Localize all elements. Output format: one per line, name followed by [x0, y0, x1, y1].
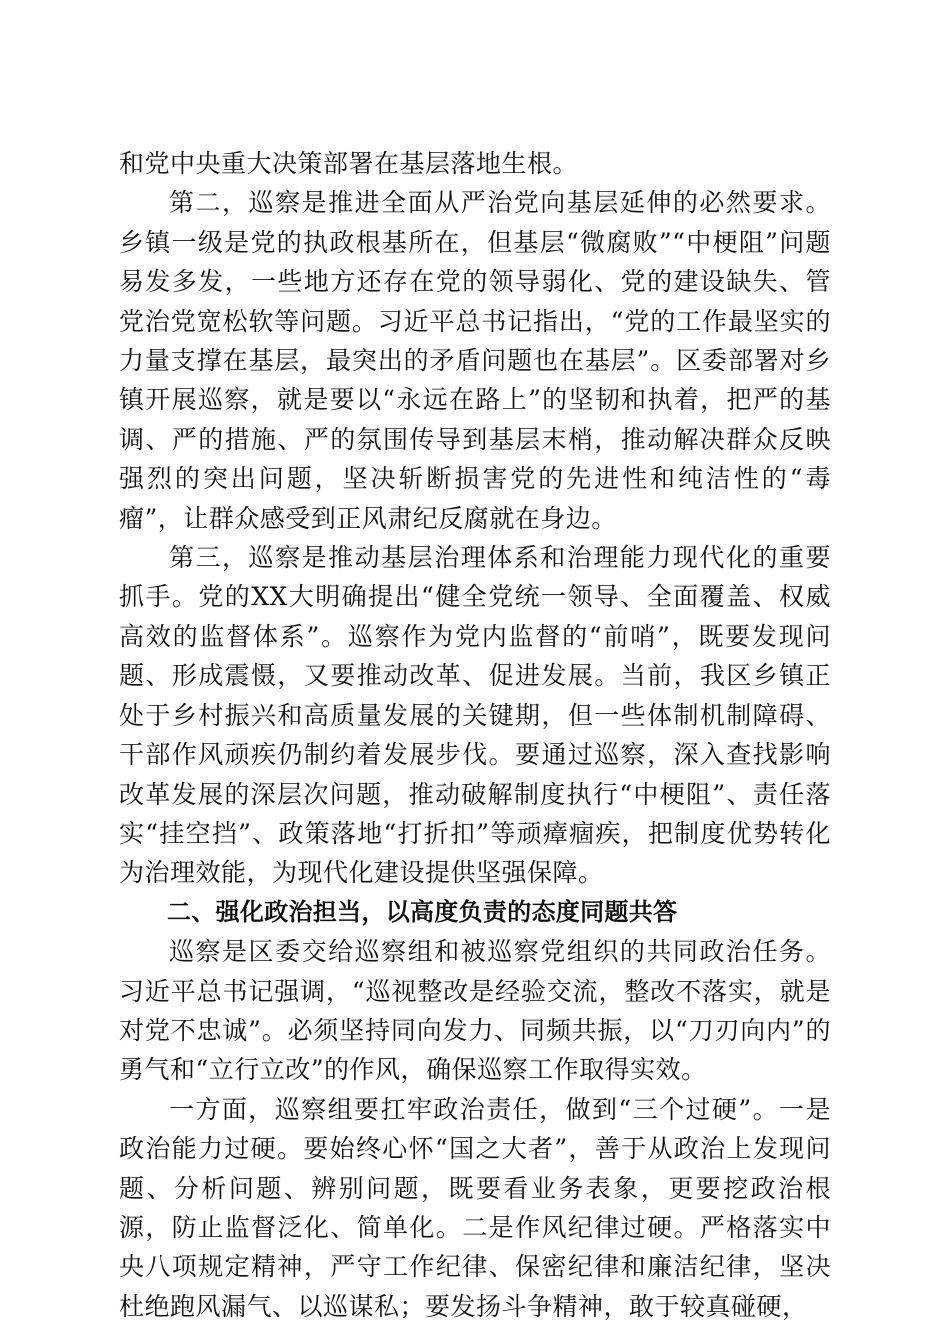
section-heading-two: 二、强化政治担当，以高度负责的态度同题共答 — [167, 897, 678, 926]
paragraph-inspection-team: 一方面，巡察组要扛牢政治责任，做到“三个过硬”。一是政治能力过硬。要始终心怀“国之大者”，善于从政治上发现问题、分析问题、辨别问题，既要看业务表象，更要挖政治根源，防止监督泛化、简单化。二是作风纪律过硬。严格落实中央八项规定精神，严守工作纪律、保密纪律和廉洁纪律，坚决杜绝跑风漏气、以巡谋私；要发扬斗争精神，敢于较真碰硬， — [119, 1094, 831, 1321]
document-body — [119, 144, 831, 1326]
paragraph-second-point: 第二，巡察是推进全面从严治党向基层延伸的必然要求。乡镇一级是党的执政根基所在，但基层“微腐败”“中梗阻”问题易发多发，一些地方还存在党的领导弱化、党的建设缺失、管党治党宽松软等问题。习近平总书记指出，“党的工作最坚实的力量支撑在基层，最突出的矛盾问题也在基层”。区委部署对乡镇开展巡察，就是要以“永远在路上”的坚韧和执着，把严的基调、严的措施、严的氛围传导到基层末梢，推动解决群众反映强烈的突出问题，坚决斩断损害党的先进性和纯洁性的“毒瘤”，让群众感受到正风肃纪反腐就在身边。 — [119, 188, 831, 533]
paragraph-joint-task: 巡察是区委交给巡察组和被巡察党组织的共同政治任务。习近平总书记强调，“巡视整改是经验交流，整改不落实，就是对党不忠诚”。必须坚持同向发力、同频共振，以“刀刃向内”的勇气和“立行立改”的作风，确保巡察工作取得实效。 — [119, 937, 831, 1085]
paragraph-third-point: 第三，巡察是推动基层治理体系和治理能力现代化的重要抓手。党的XX大明确提出“健全党统一领导、全面覆盖、权威高效的监督体系”。巡察作为党内监督的“前哨”，既要发现问题、形成震慑，又要推动改革、促进发展。当前，我区乡镇正处于乡村振兴和高质量发展的关键期，但一些体制机制障碍、干部作风顽疾仍制约着发展步伐。要通过巡察，深入查找影响改革发展的深层次问题，推动破解制度执行“中梗阻”、责任落实“挂空挡”、政策落地“打折扣”等顽瘴痼疾，把制度优势转化为治理效能，为现代化建设提供坚强保障。 — [119, 543, 831, 888]
paragraph-continuation: 和党中央重大决策部署在基层落地生根。 — [119, 149, 579, 178]
